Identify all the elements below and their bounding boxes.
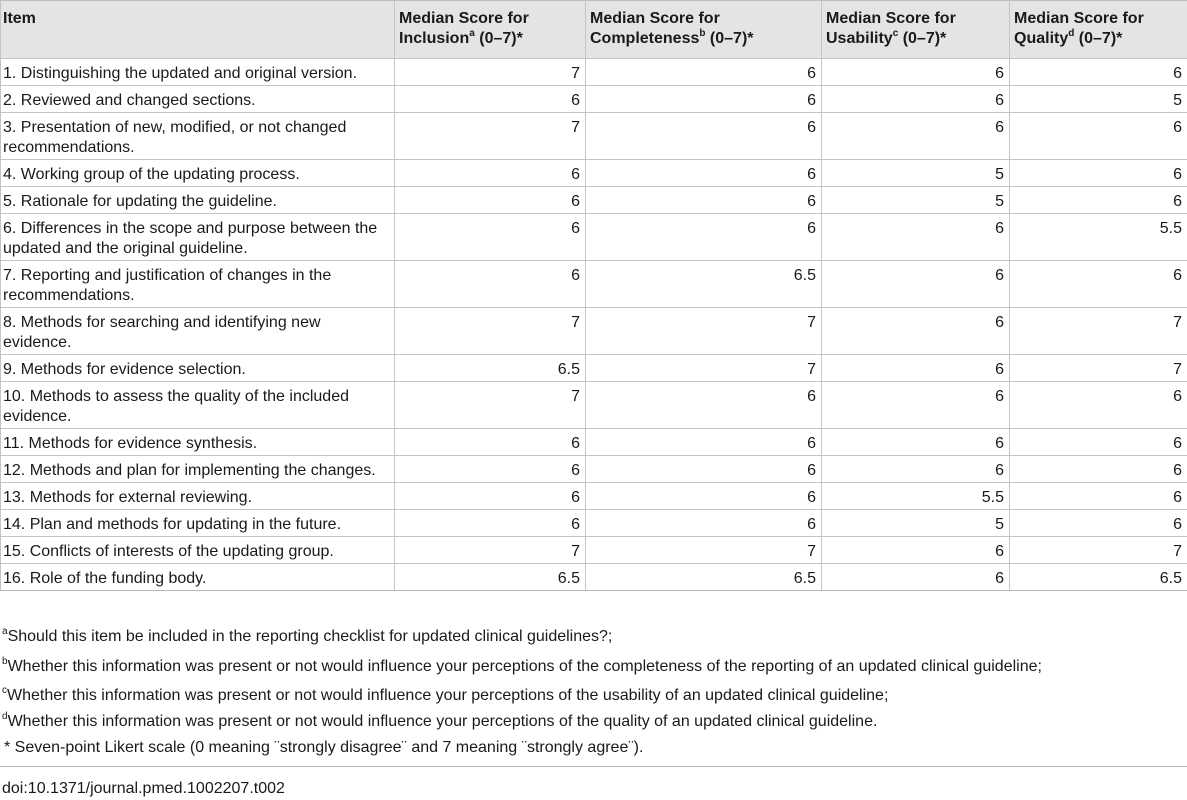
divider <box>0 766 1187 767</box>
table-row <box>1 113 1187 160</box>
quality-cell: 7 <box>1010 308 1187 355</box>
item-cell: 2. Reviewed and changed sections. <box>1 86 395 113</box>
item-cell: 3. Presentation of new, modified, or not changed recommendations. <box>1 113 395 160</box>
inclusion-cell: 6 <box>395 456 586 483</box>
item-cell: 14. Plan and methods for updating in the future. <box>1 510 395 537</box>
item-cell: 6. Differences in the scope and purpose between the updated and the original guideline. <box>1 214 395 261</box>
inclusion-cell: 7 <box>395 382 586 429</box>
item-cell: 10. Methods to assess the quality of the included evidence. <box>1 382 395 429</box>
footnote-c: $^c$Whether this information was present or not would influence your perceptions of the usability of an updated clinical guideline; <box>2 684 889 704</box>
item-cell: 16. Role of the funding body. <box>1 564 395 591</box>
usability-cell: 6 <box>822 113 1010 160</box>
usability-cell: 6 <box>822 261 1010 308</box>
inclusion-cell: 7 <box>395 113 586 160</box>
quality-cell: 6 <box>1010 510 1187 537</box>
quality-cell: 6 <box>1010 160 1187 187</box>
item-cell: 8. Methods for searching and identifying new evidence. <box>1 308 395 355</box>
quality-cell: 6 <box>1010 382 1187 429</box>
inclusion-cell: 7 <box>395 308 586 355</box>
usability-cell: 6 <box>822 537 1010 564</box>
footnote-b: $^b$Whether this information was present or not would influence your perceptions of the completeness of the reporting of an updated clinical guideline; <box>2 655 1042 675</box>
completeness-cell: 6.5 <box>586 564 822 591</box>
completeness-cell: 7 <box>586 537 822 564</box>
table-row <box>1 382 1187 429</box>
header-inclusion: Median Score for Inclusion$^a$ (0–7)* <box>395 1 586 59</box>
table-row <box>1 456 1187 483</box>
inclusion-cell: 6 <box>395 187 586 214</box>
item-cell: 4. Working group of the updating process. <box>1 160 395 187</box>
table-row <box>1 537 1187 564</box>
usability-cell: 6 <box>822 308 1010 355</box>
table-row <box>1 261 1187 308</box>
footnote-a: $^a$Should this item be included in the reporting checklist for updated clinical guidelines?; <box>2 625 613 645</box>
table-row <box>1 86 1187 113</box>
usability-cell: 6 <box>822 382 1010 429</box>
quality-cell: 6 <box>1010 261 1187 308</box>
header-item: Item <box>1 1 395 59</box>
usability-cell: 5 <box>822 160 1010 187</box>
item-cell: 9. Methods for evidence selection. <box>1 355 395 382</box>
header-completeness: Median Score for Completeness$^b$ (0–7)* <box>586 1 822 59</box>
completeness-cell: 6 <box>586 187 822 214</box>
quality-cell: 6 <box>1010 59 1187 86</box>
quality-cell: 6.5 <box>1010 564 1187 591</box>
table-row <box>1 59 1187 86</box>
quality-cell: 5 <box>1010 86 1187 113</box>
inclusion-cell: 6 <box>395 510 586 537</box>
inclusion-cell: 7 <box>395 537 586 564</box>
usability-cell: 6 <box>822 429 1010 456</box>
usability-cell: 5.5 <box>822 483 1010 510</box>
usability-cell: 6 <box>822 86 1010 113</box>
inclusion-cell: 6 <box>395 483 586 510</box>
completeness-cell: 6.5 <box>586 261 822 308</box>
completeness-cell: 6 <box>586 382 822 429</box>
quality-cell: 6 <box>1010 113 1187 160</box>
item-cell: 15. Conflicts of interests of the updating group. <box>1 537 395 564</box>
inclusion-cell: 6.5 <box>395 564 586 591</box>
inclusion-cell: 6 <box>395 214 586 261</box>
completeness-cell: 7 <box>586 308 822 355</box>
quality-cell: 6 <box>1010 483 1187 510</box>
item-cell: 12. Methods and plan for implementing the changes. <box>1 456 395 483</box>
quality-cell: 5.5 <box>1010 214 1187 261</box>
completeness-cell: 6 <box>586 160 822 187</box>
usability-cell: 6 <box>822 59 1010 86</box>
inclusion-cell: 7 <box>395 59 586 86</box>
completeness-cell: 6 <box>586 86 822 113</box>
table-header-row <box>1 1 1187 59</box>
table-row <box>1 355 1187 382</box>
quality-cell: 6 <box>1010 429 1187 456</box>
item-cell: 7. Reporting and justification of changes in the recommendations. <box>1 261 395 308</box>
inclusion-cell: 6.5 <box>395 355 586 382</box>
usability-cell: 6 <box>822 214 1010 261</box>
usability-cell: 6 <box>822 355 1010 382</box>
inclusion-cell: 6 <box>395 160 586 187</box>
item-cell: 5. Rationale for updating the guideline. <box>1 187 395 214</box>
usability-cell: 6 <box>822 564 1010 591</box>
table-row <box>1 429 1187 456</box>
table-row <box>1 483 1187 510</box>
quality-cell: 6 <box>1010 187 1187 214</box>
table-row <box>1 187 1187 214</box>
footnote-d: $^d$Whether this information was present or not would influence your perceptions of the quality of an updated clinical guideline. <box>2 710 878 730</box>
doi-text: doi:10.1371/journal.pmed.1002207.t002 <box>2 780 285 797</box>
completeness-cell: 6 <box>586 456 822 483</box>
table-row <box>1 510 1187 537</box>
completeness-cell: 7 <box>586 355 822 382</box>
usability-cell: 5 <box>822 187 1010 214</box>
quality-cell: 6 <box>1010 456 1187 483</box>
table-row <box>1 564 1187 591</box>
usability-cell: 6 <box>822 456 1010 483</box>
header-usability: Median Score for Usability$^c$ (0–7)* <box>822 1 1010 59</box>
quality-cell: 7 <box>1010 537 1187 564</box>
completeness-cell: 6 <box>586 429 822 456</box>
header-quality: Median Score for Quality$^d$ (0–7)* <box>1010 1 1187 59</box>
item-cell: 1. Distinguishing the updated and original version. <box>1 59 395 86</box>
completeness-cell: 6 <box>586 113 822 160</box>
footnote-likert: * Seven-point Likert scale (0 meaning ¨strongly disagree¨ and 7 meaning ¨strongly agree¨). <box>4 739 644 756</box>
inclusion-cell: 6 <box>395 429 586 456</box>
completeness-cell: 6 <box>586 214 822 261</box>
item-cell: 13. Methods for external reviewing. <box>1 483 395 510</box>
completeness-cell: 6 <box>586 59 822 86</box>
table-row <box>1 308 1187 355</box>
table-row <box>1 160 1187 187</box>
inclusion-cell: 6 <box>395 261 586 308</box>
usability-cell: 5 <box>822 510 1010 537</box>
quality-cell: 7 <box>1010 355 1187 382</box>
completeness-cell: 6 <box>586 483 822 510</box>
inclusion-cell: 6 <box>395 86 586 113</box>
item-cell: 11. Methods for evidence synthesis. <box>1 429 395 456</box>
completeness-cell: 6 <box>586 510 822 537</box>
table-row <box>1 214 1187 261</box>
